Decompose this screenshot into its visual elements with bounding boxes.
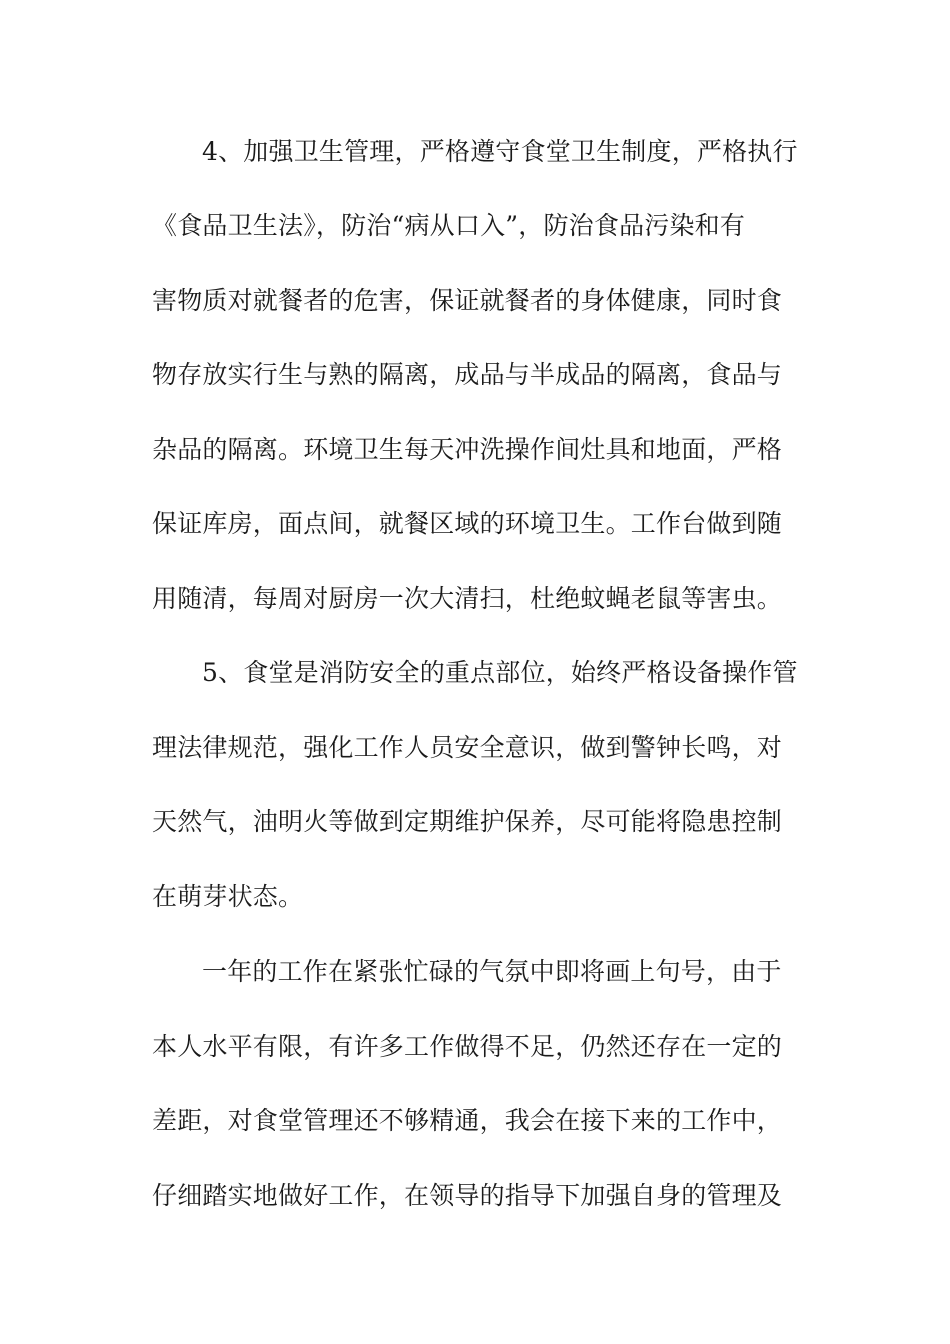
- paragraph-5-line-3: 天然气，油明火等做到定期维护保养，尽可能将隐患控制: [152, 807, 783, 836]
- paragraph-5-line-2: 理法律规范，强化工作人员安全意识，做到警钟长鸣，对: [152, 733, 783, 762]
- paragraph-6-line-2: 本人水平有限，有许多工作做得不足，仍然还存在一定的: [152, 1032, 783, 1061]
- paragraph-4-line-7: 用随清，每周对厨房一次大清扫，杜绝蚊蝇老鼠等害虫。: [152, 584, 783, 613]
- paragraph-4-line-4: 物存放实行生与熟的隔离，成品与半成品的隔离，食品与: [152, 360, 783, 389]
- paragraph-6-line-1: 一年的工作在紧张忙碌的气氛中即将画上句号，由于: [202, 957, 782, 986]
- paragraph-4-line-5: 杂品的隔离。环境卫生每天冲洗操作间灶具和地面，严格: [152, 435, 783, 464]
- paragraph-4-line-2: 《食品卫生法》，防治“病从口入”，防治食品污染和有: [152, 211, 746, 240]
- paragraph-5-line-1: 5、食堂是消防安全的重点部位，始终严格设备操作管: [202, 658, 798, 687]
- paragraph-6-line-3: 差距，对食堂管理还不够精通，我会在接下来的工作中，: [152, 1106, 783, 1135]
- paragraph-4-line-3: 害物质对就餐者的危害，保证就餐者的身体健康，同时食: [152, 286, 783, 315]
- paragraph-4-line-6: 保证库房，面点间，就餐区域的环境卫生。工作台做到随: [152, 509, 783, 538]
- paragraph-4-line-1: 4、加强卫生管理，严格遵守食堂卫生制度，严格执行: [202, 137, 798, 166]
- paragraph-5-line-4: 在萌芽状态。: [152, 882, 304, 911]
- paragraph-6-line-4: 仔细踏实地做好工作，在领导的指导下加强自身的管理及: [152, 1181, 783, 1210]
